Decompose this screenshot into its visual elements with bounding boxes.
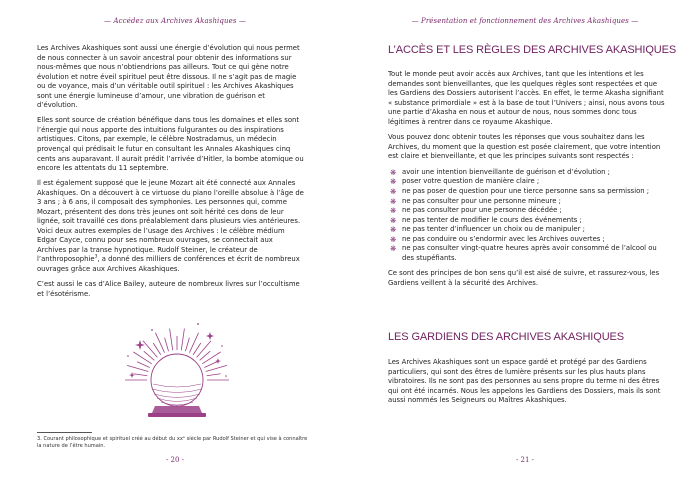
left-paragraph-3 bbox=[37, 179, 304, 274]
section-title-guardians: LES GARDIENS DES ARCHIVES AKASHIQUES bbox=[388, 331, 625, 343]
star-icon bbox=[215, 358, 221, 364]
list-item bbox=[388, 225, 668, 235]
left-paragraph-4: C’est aussi le cas d’Alice Bailey, auteure de nombreux livres sur l’occultisme et l’ésotérisme. bbox=[37, 280, 300, 298]
left-paragraph-2: Elles sont source de création bénéfique dans tous les domaines et elles sont l’énergie qui nous apporte des intuitions fulgurantes ou des inspirations artistiques. Citons, par exemple, le célèbre Nostradamus, un médecin provençal qui prédisait le futur en consultant les Annales Akashiques cinq cents ans auparavant. Il aurait prédit l’arrivée d’Hitler, la bombe atomique ou encore les attentats du 11 septembre. bbox=[37, 116, 304, 173]
flower-bullet-icon: ❋ bbox=[390, 234, 397, 244]
rule-text: ne pas conduire ou s’endormir avec les Archives ouvertes ; bbox=[402, 234, 605, 243]
ball-stand bbox=[148, 406, 206, 417]
ray-line bbox=[153, 343, 161, 355]
rule-text: ne pas tenter d’influencer un choix ou de manipuler ; bbox=[402, 225, 585, 234]
flower-bullet-icon: ❋ bbox=[390, 167, 397, 177]
right-paragraph-1: Tout le monde peut avoir accès aux Archives, tant que les intentions et les demandes sont bienveillantes, que les quelques règles sont respectées et que les Gardiens des Dossiers autorisent l’accès. En effet, le terme Akasha signifiant « substance primordiale » est à la base de tout l’Univers ; ainsi, nous avons tous une partie d’Akasha en nous et autour de nous, nous sommes donc tous légitimes à rentrer dans ce royaume Akashique. bbox=[388, 70, 665, 126]
ray-line bbox=[143, 341, 157, 358]
rule-text: ne pas consulter vingt-quatre heures après avoir consommé de l’alcool ou des stupéfiants. bbox=[402, 244, 657, 262]
right-section-1-body bbox=[388, 70, 668, 294]
flower-bullet-icon: ❋ bbox=[390, 215, 397, 225]
footnote: 3. Courant philosophique et spirituel créé au début du xxᵉ siècle par Rudolf Steiner et qui vise à connaître la nature de l’être humain. bbox=[37, 436, 308, 449]
footnote-marker[interactable]: 3 bbox=[94, 255, 98, 261]
rule-text: ne pas consulter pour une personne décédée ; bbox=[402, 206, 562, 215]
flower-bullet-icon: ❋ bbox=[390, 244, 397, 254]
rule-text: avoir une intention bienveillante de guérison et d’évolution ; bbox=[402, 167, 610, 176]
right-section-2-paragraph-1: Les Archives Akashiques sont un espace gardé et protégé par des Gardiens particuliers, qui sont des êtres de lumière présents sur les plus hauts plans vibratoires. Ils ne sont pas des personnes au sens propre du terme ni des êtres qui ont été incarnés. Nous les appelons les Gardiens des Dossiers, mais ils sont aussi nommés les Seigneurs ou Maîtres Akashiques. bbox=[388, 358, 661, 405]
flower-bullet-icon: ❋ bbox=[390, 225, 397, 235]
ray-line bbox=[133, 352, 152, 364]
ray-line bbox=[127, 365, 148, 371]
ray-line bbox=[133, 374, 147, 376]
flower-bullet-icon: ❋ bbox=[390, 187, 397, 197]
ray-line bbox=[206, 365, 227, 371]
list-item bbox=[388, 168, 668, 178]
rule-text: poser votre question de manière claire ; bbox=[402, 177, 540, 186]
list-item bbox=[388, 235, 668, 245]
left-paragraph-1: Les Archives Akashiques sont aussi une énergie d’évolution qui nous permet de nous connecter à un savoir ancestral pour obtenir des informations sur nous-mêmes que nous n’obtiendrions pas ailleurs. Tout ce qui gène notre évolution et notre éveil spirituel peut être dissous. Il ne s’agit pas de magie ou de voyance, mais d’un véritable outil spirituel : les Archives Akashiques sont une énergie lumineuse d’amour, une vibration de guérison et d’évolution. bbox=[37, 44, 300, 110]
list-item bbox=[388, 216, 668, 226]
flower-bullet-icon: ❋ bbox=[390, 196, 397, 206]
left-body-text bbox=[37, 44, 304, 305]
crystal-ball-illustration bbox=[122, 318, 232, 426]
right-paragraph-2: Vous pouvez donc obtenir toutes les réponses que vous souhaitez dans les Archives, du moment que la question est posée clairement, que votre intention est claire et bienveillante, et que les principes suivants sont respectés : bbox=[388, 133, 661, 161]
ray-line bbox=[204, 362, 217, 368]
right-paragraph-3: Ce sont des principes de bon sens qu’il est aisé de suivre, et rassurez-vous, les Gardiens veillent à la sécurité des Archives. bbox=[388, 269, 660, 287]
ray-line bbox=[155, 333, 164, 353]
ray-line bbox=[189, 333, 198, 353]
left-page-number: - 20 - bbox=[165, 456, 185, 464]
list-item bbox=[388, 197, 668, 207]
rule-text: ne pas tenter de modifier le cours des événements ; bbox=[402, 215, 582, 224]
right-section-2-body bbox=[388, 358, 668, 412]
ray-line bbox=[185, 338, 189, 351]
star-icon bbox=[129, 372, 135, 378]
rule-text: ne pas consulter pour une personne mineure ; bbox=[402, 196, 561, 205]
section-title-access-rules: L’ACCÈS ET LES RÈGLES DES ARCHIVES AKASHIQUES bbox=[388, 44, 677, 56]
ray-line bbox=[197, 341, 211, 358]
list-item bbox=[388, 187, 668, 197]
ray-line bbox=[137, 362, 150, 368]
flower-bullet-icon: ❋ bbox=[390, 177, 397, 187]
rules-list bbox=[388, 168, 668, 263]
list-item bbox=[388, 206, 668, 216]
flower-bullet-icon: ❋ bbox=[390, 206, 397, 216]
ray-line bbox=[193, 343, 201, 355]
list-item bbox=[388, 244, 668, 263]
right-page-number: - 21 - bbox=[515, 456, 535, 464]
ray-line bbox=[181, 329, 184, 351]
left-running-header: — Accédez aux Archives Akashiques — bbox=[104, 17, 246, 25]
rule-text: ne pas poser de question pour une tierce personne sans sa permission ; bbox=[402, 187, 650, 196]
left-paragraph-3-part-2: , a donné des milliers de conférences et écrit de nombreux ouvrages grâce aux Archives Akashiques. bbox=[37, 255, 300, 274]
ray-line bbox=[207, 374, 221, 376]
ray-line bbox=[165, 338, 169, 351]
footnote-rule bbox=[37, 432, 92, 433]
star-icon bbox=[206, 332, 214, 340]
left-paragraph-3-part-1: Il est également supposé que le jeune Mozart ait été connecté aux Annales Akashiques. On a découvert à ce virtuose du piano l’oreille absolue à l’âge de 3 ans ; à 6 ans, il composait des symphonies. Les personnes qui, comme Mozart, présentent des dons très jeunes ont soit hérité ces dons de leur lignée, soit travaillé ces dons préalablement dans plusieurs vies antérieures. Voici deux autres exemples de l’usage des Archives : le célèbre médium Edgar Cayce, connu pour ses nombreux ouvrages, se connectait aux Archives par la transe hypnotique. Rudolf Steiner, le créateur de l’anthroposophie bbox=[37, 179, 304, 264]
ball-sphere bbox=[151, 354, 203, 406]
ray-line bbox=[170, 329, 173, 351]
right-running-header: — Présentation et fonctionnement des Archives Akashiques — bbox=[411, 17, 639, 25]
list-item bbox=[388, 177, 668, 187]
